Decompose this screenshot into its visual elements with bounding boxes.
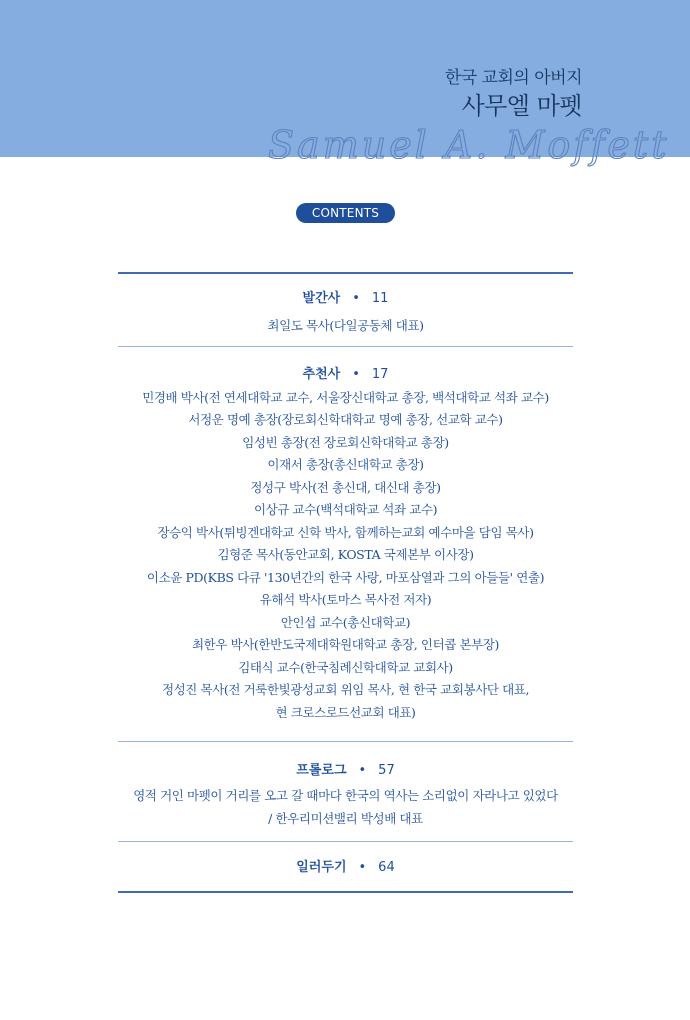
book-title: 사무엘 마펫 bbox=[461, 92, 582, 120]
section-heading[interactable] bbox=[118, 856, 573, 875]
section-heading[interactable] bbox=[118, 363, 573, 382]
toc-line: 이상규 교수(백석대학교 석좌 교수) bbox=[253, 502, 438, 517]
section-divider bbox=[118, 841, 573, 842]
book-subtitle: 한국 교회의 아버지 bbox=[444, 68, 582, 88]
section-divider bbox=[118, 346, 573, 347]
toc-section-prologue bbox=[118, 759, 573, 841]
toc-section-foreword bbox=[118, 287, 573, 346]
toc-line: 현 크로스로드선교회 대표) bbox=[275, 704, 416, 720]
toc-line: 김태식 교수(한국침례신학대학교 교회사) bbox=[238, 659, 453, 675]
bottom-rule bbox=[118, 891, 573, 893]
section-heading[interactable] bbox=[118, 287, 573, 306]
section-heading[interactable] bbox=[118, 759, 573, 778]
section-title: 일러두기 bbox=[296, 860, 347, 875]
toc-line: 안인섭 교수(총신대학교) bbox=[280, 614, 411, 630]
toc-line: 이소윤 PD(KBS 다큐 '130년간의 한국 사랑, 마포삼열과 그의 아들들' 연출) bbox=[146, 569, 545, 585]
section-divider bbox=[118, 741, 573, 742]
toc-line: 영적 거인 마펫이 거리를 오고 갈 때마다 한국의 역사는 소리없이 자라나고 있었다 bbox=[133, 788, 558, 803]
section-title: 발간사 bbox=[302, 291, 341, 306]
toc-section-recommendations bbox=[118, 363, 573, 742]
toc-line: / 한우리미션밸리 박성배 대표 bbox=[268, 810, 423, 826]
section-title: 프롤로그 bbox=[296, 763, 347, 778]
toc-line: 유해석 박사(토마스 목사전 저자) bbox=[259, 592, 432, 607]
toc-line: 최일도 목사(다일공동체 대표) bbox=[267, 318, 424, 333]
section-title: 추천사 bbox=[302, 366, 341, 382]
toc-line: 민경배 박사(전 연세대학교 교수, 서울장신대학교 총장, 백석대학교 석좌 교수) bbox=[142, 389, 549, 405]
section-page: 17 bbox=[371, 366, 389, 382]
toc-line: 김형준 목사(동안교회, KOSTA 국제본부 이사장) bbox=[217, 547, 474, 562]
top-rule bbox=[118, 272, 573, 274]
separator-dot: • bbox=[358, 860, 367, 875]
toc-line: 임성빈 총장(전 장로회신학대학교 총장) bbox=[242, 434, 449, 450]
toc-line: 정성진 목사(전 거룩한빛광성교회 위임 목사, 현 한국 교회봉사단 대표, bbox=[161, 682, 530, 697]
section-page: 64 bbox=[378, 860, 395, 875]
separator-dot: • bbox=[358, 763, 367, 778]
section-page: 11 bbox=[371, 291, 389, 306]
signature-graphic bbox=[268, 116, 670, 176]
toc-line: 이재서 총장(총신대학교 총장) bbox=[267, 457, 424, 472]
contents-badge: CONTENTS bbox=[296, 203, 395, 223]
toc-line: 장승익 박사(튀빙겐대학교 신학 박사, 함께하는교회 예수마을 담임 목사) bbox=[157, 524, 534, 540]
section-page: 57 bbox=[378, 763, 395, 778]
separator-dot: • bbox=[352, 366, 360, 382]
toc-line: 정성구 박사(전 총신대, 대신대 총장) bbox=[250, 479, 441, 495]
toc-section-notes bbox=[118, 856, 573, 891]
separator-dot: • bbox=[352, 291, 360, 306]
signature-text: Samuel A. Moffett bbox=[268, 123, 670, 167]
toc-line: 최한우 박사(한반도국제대학원대학교 총장, 인터콥 본부장) bbox=[191, 637, 500, 652]
header-banner bbox=[0, 0, 690, 167]
toc-line: 서정운 명예 총장(장로회신학대학교 명예 총장, 선교학 교수) bbox=[188, 412, 503, 427]
table-of-contents bbox=[118, 272, 573, 893]
